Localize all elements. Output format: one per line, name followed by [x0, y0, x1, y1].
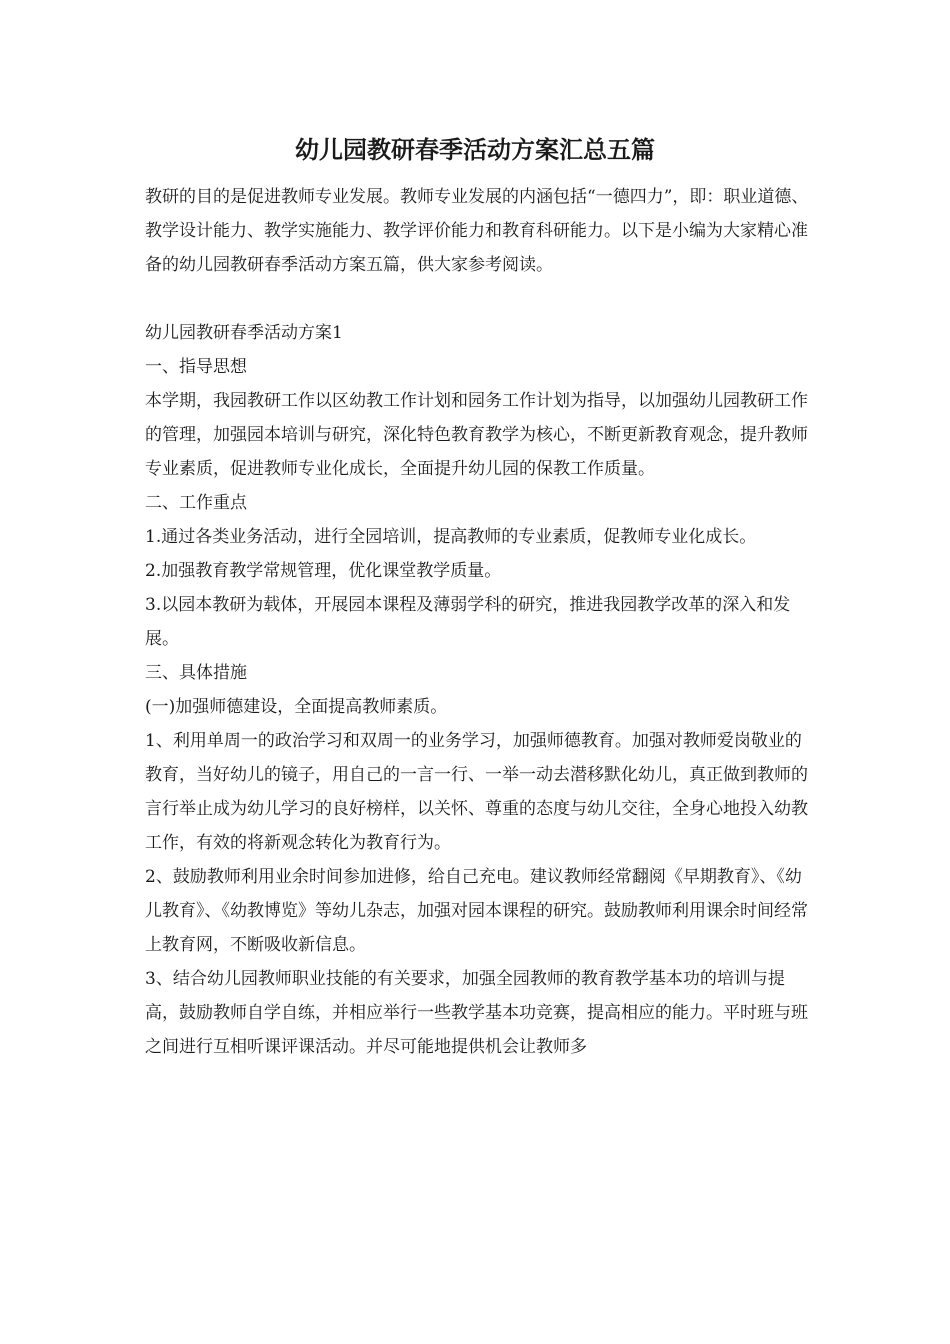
section-heading: 幼儿园教研春季活动方案1	[145, 323, 343, 343]
list-item: 2.加强教育教学常规管理，优化课堂教学质量。	[145, 561, 502, 581]
list-item: 3.以园本教研为载体，开展园本课程及薄弱学科的研究，推进我园教学改革的深入和发展。	[145, 595, 791, 649]
list-item: 3、结合幼儿园教师职业技能的有关要求，加强全园教师的教育教学基本功的培训与提高，鼓励教师自学自练，并相应举行一些教学基本功竞赛，提高相应的能力。平时班与班之间进行互相听课评课活动。并尽可能地提供机会让教师多	[145, 969, 808, 1057]
body-paragraph: 本学期，我园教研工作以区幼教工作计划和园务工作计划为指导，以加强幼儿园教研工作的管理，加强园本培训与研究，深化特色教育教学为核心，不断更新教育观念，提升教师专业素质，促进教师专业化成长，全面提升幼儿园的保教工作质量。	[145, 391, 808, 479]
subheading: 一、指导思想	[145, 357, 247, 377]
list-item: 2、鼓励教师利用业余时间参加进修，给自己充电。建议教师经常翻阅《早期教育》、《幼儿教育》、《幼教博览》等幼儿杂志，加强对园本课程的研究。鼓励教师利用课余时间经常上教育网，不断吸收新信息。	[145, 867, 808, 955]
subheading: 二、工作重点	[145, 493, 247, 513]
subheading: (一)加强师德建设，全面提高教师素质。	[145, 697, 448, 717]
intro-paragraph: 教研的目的是促进教师专业发展。教师专业发展的内涵包括“一德四力”，即：职业道德、教学设计能力、教学实施能力、教学评价能力和教育科研能力。以下是小编为大家精心准备的幼儿园教研春季活动方案五篇，供大家参考阅读。	[145, 187, 809, 275]
paragraph-gap	[145, 282, 815, 316]
document-title: 幼儿园教研春季活动方案汇总五篇	[295, 135, 655, 164]
list-item: 1、利用单周一的政治学习和双周一的业务学习，加强师德教育。加强对教师爱岗敬业的教育，当好幼儿的镜子，用自己的一言一行、一举一动去潜移默化幼儿，真正做到教师的言行举止成为幼儿学习的良好榜样，以关怀、尊重的态度与幼儿交往，全身心地投入幼教工作，有效的将新观念转化为教育行为。	[145, 731, 808, 853]
list-item: 1.通过各类业务活动，进行全园培训，提高教师的专业素质，促教师专业化成长。	[145, 527, 757, 547]
subheading: 三、具体措施	[145, 663, 247, 683]
document-body	[145, 180, 815, 1064]
